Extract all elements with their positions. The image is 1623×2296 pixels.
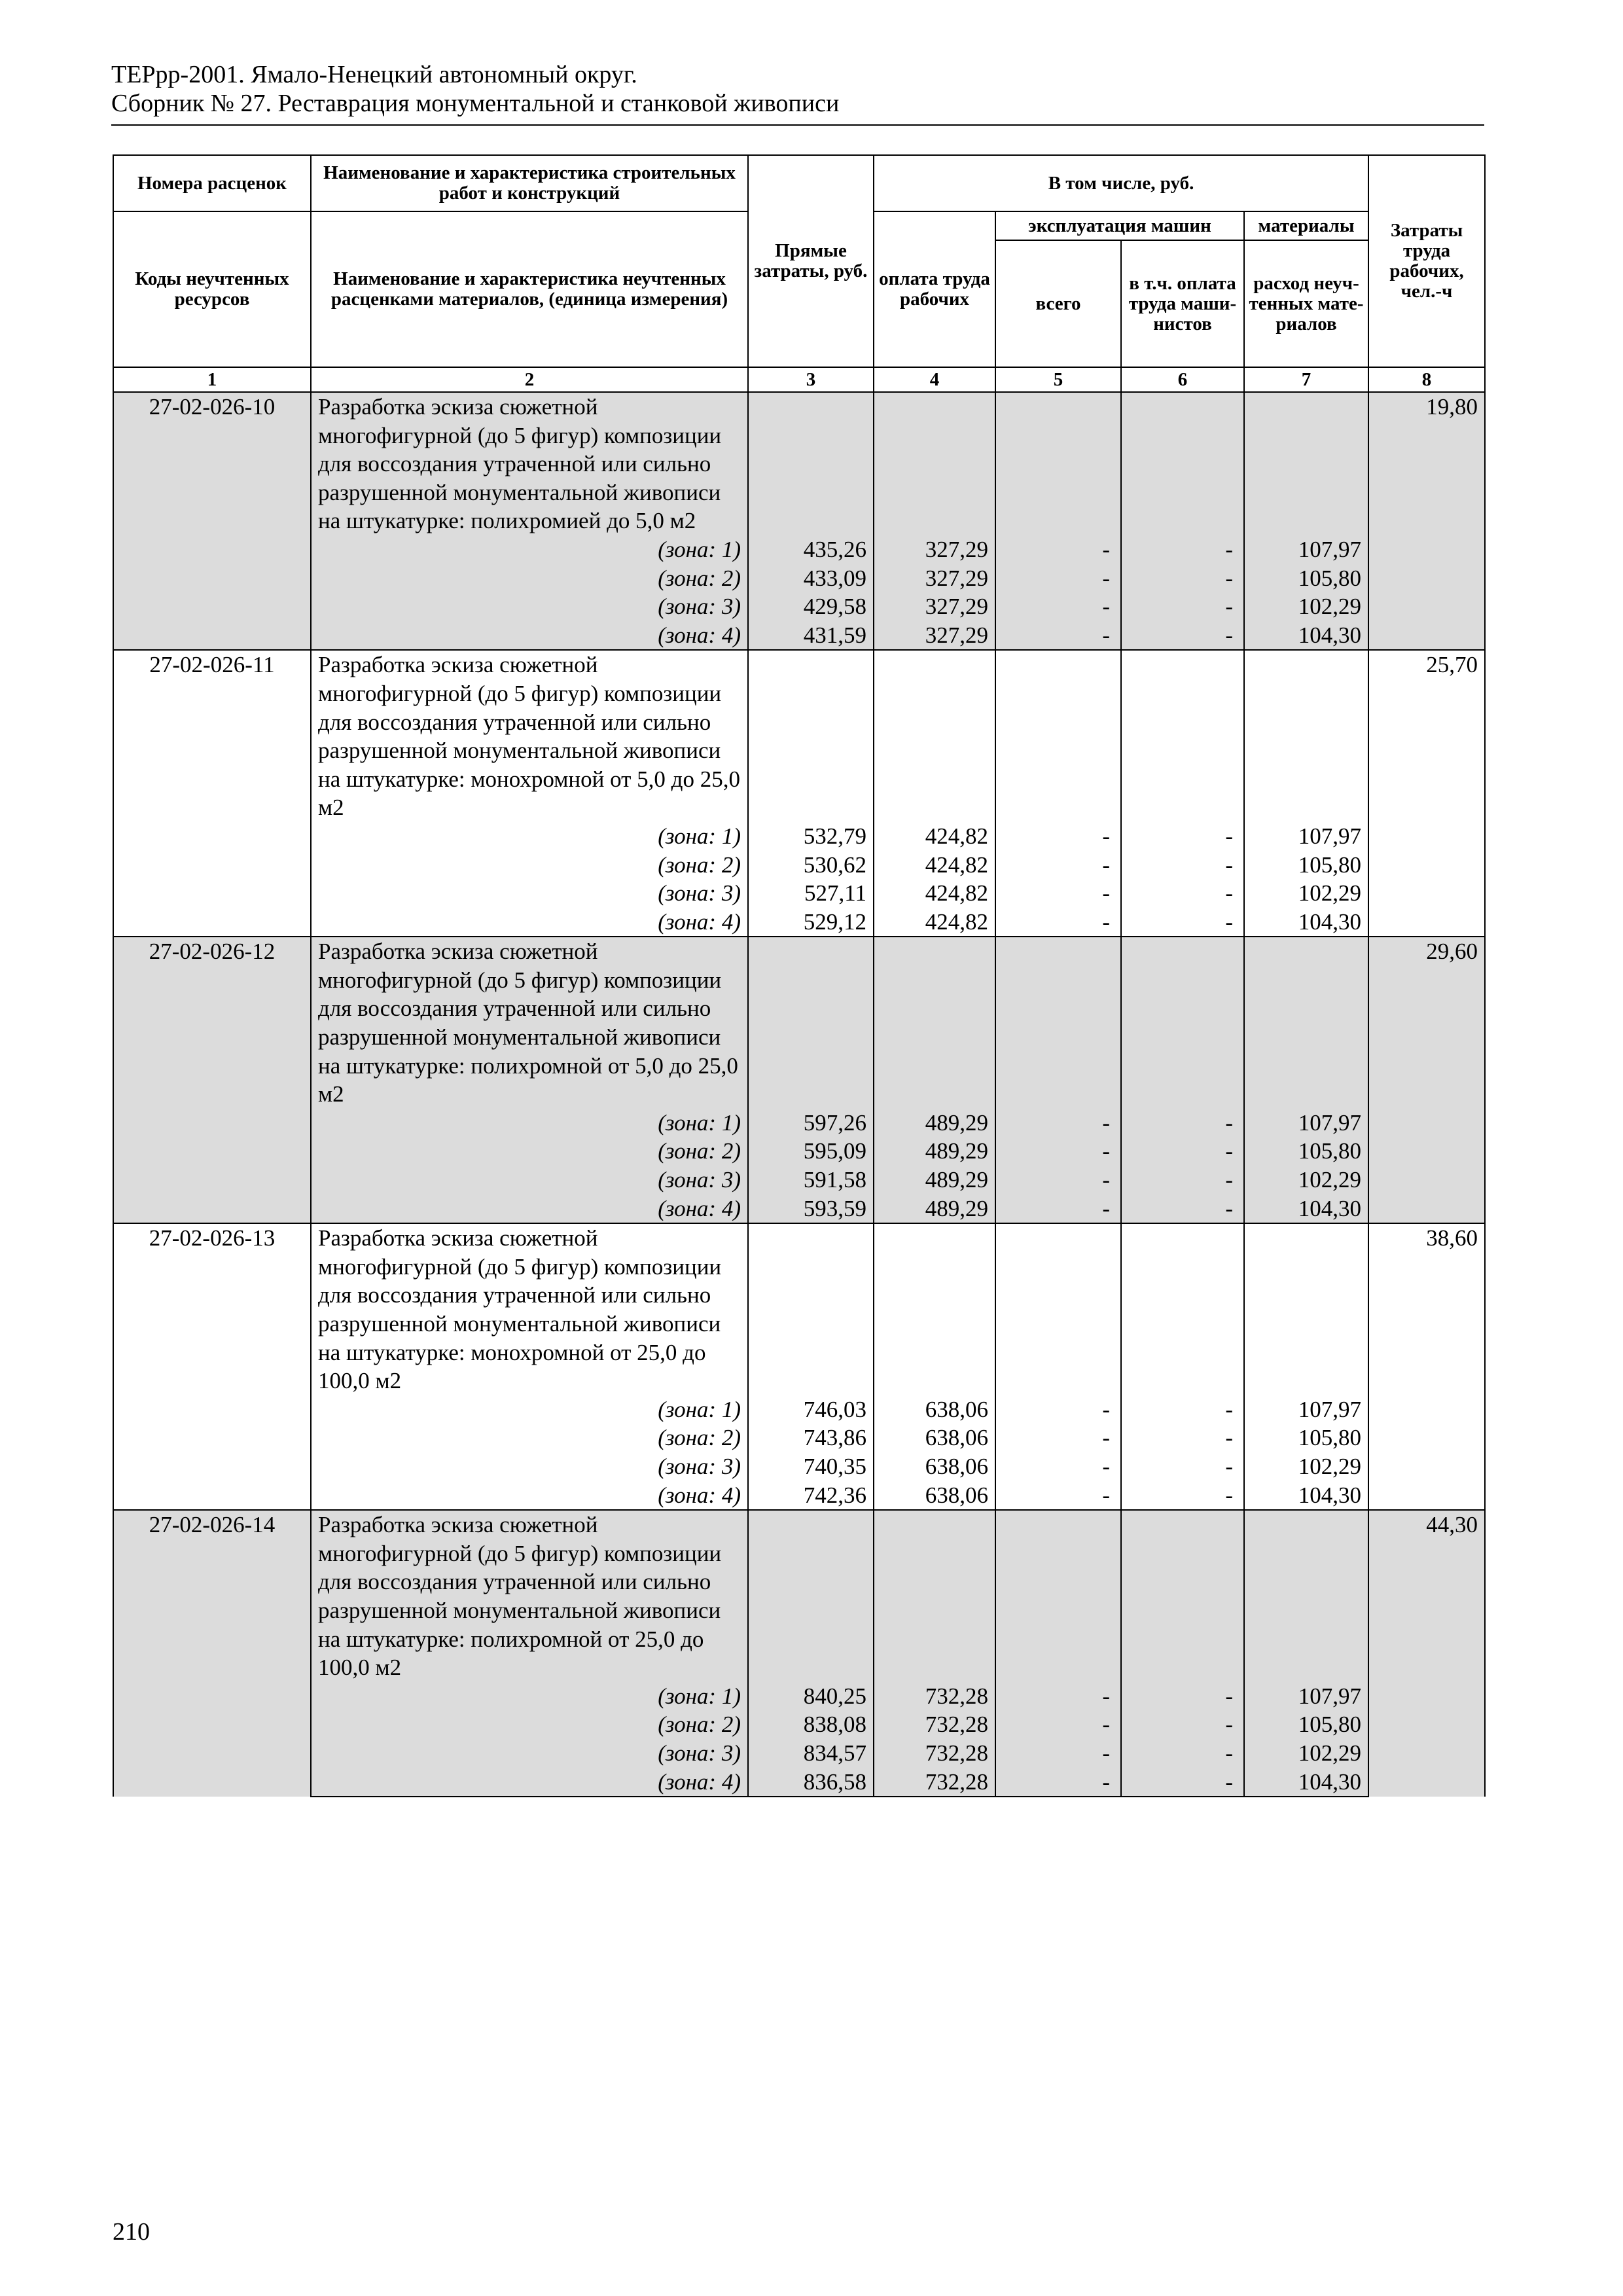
wages: 489,29 <box>874 1194 995 1224</box>
machine-total: - <box>995 1481 1121 1511</box>
table-row <box>113 1395 1485 1424</box>
direct-costs: 529,12 <box>748 908 874 937</box>
work-description: Разработка эскиза сюжетной многофигурной (до 5 фигур) композиции для воссоздания утраченной или сильно разрушенной монументальной живописи на штукатурке: монохромной от 5,0 до 25,0 м2 <box>311 650 748 822</box>
direct-costs: 740,35 <box>748 1452 874 1481</box>
labor-costs: 25,70 <box>1368 650 1485 937</box>
materials: 105,80 <box>1244 851 1368 880</box>
wages: 327,29 <box>874 621 995 651</box>
zone-label: (зона: 1) <box>311 535 748 564</box>
machine-total: - <box>995 1768 1121 1797</box>
machinist-wages: - <box>1121 1166 1244 1194</box>
direct-costs: 838,08 <box>748 1710 874 1739</box>
zone-label: (зона: 1) <box>311 1682 748 1711</box>
materials: 105,80 <box>1244 1710 1368 1739</box>
header-title-line-1: ТЕРрр-2001. Ямало-Ненецкий автономный округ. <box>111 61 637 88</box>
materials: 107,97 <box>1244 822 1368 851</box>
header-labor-costs: Затраты труда рабочих, чел.-ч <box>1368 155 1485 367</box>
table-row <box>113 1424 1485 1452</box>
wages: 732,28 <box>874 1710 995 1739</box>
machinist-wages: - <box>1121 1424 1244 1452</box>
table-row <box>113 851 1485 880</box>
zone-label: (зона: 1) <box>311 822 748 851</box>
materials: 105,80 <box>1244 564 1368 593</box>
rate-code: 27-02-026-14 <box>113 1510 311 1797</box>
materials: 107,97 <box>1244 1682 1368 1711</box>
table-row <box>113 1137 1485 1166</box>
column-number: 4 <box>874 367 995 392</box>
zone-label: (зона: 4) <box>311 621 748 651</box>
column-number: 5 <box>995 367 1121 392</box>
direct-costs: 593,59 <box>748 1194 874 1224</box>
materials: 104,30 <box>1244 1481 1368 1511</box>
machine-total: - <box>995 851 1121 880</box>
header-resource-codes: Коды неучтенных ресурсов <box>113 211 311 367</box>
page-number: 210 <box>113 2218 150 2246</box>
wages: 638,06 <box>874 1481 995 1511</box>
direct-costs: 597,26 <box>748 1109 874 1138</box>
zone-label: (зона: 3) <box>311 1452 748 1481</box>
machinist-wages: - <box>1121 535 1244 564</box>
wages: 638,06 <box>874 1424 995 1452</box>
materials: 102,29 <box>1244 1452 1368 1481</box>
rate-entry <box>113 1510 1485 1797</box>
header-materials: материалы <box>1244 211 1368 240</box>
wages: 638,06 <box>874 1452 995 1481</box>
direct-costs: 532,79 <box>748 822 874 851</box>
table-row <box>113 1481 1485 1511</box>
direct-costs: 595,09 <box>748 1137 874 1166</box>
table-row <box>113 535 1485 564</box>
direct-costs: 429,58 <box>748 592 874 621</box>
table-row <box>113 879 1485 908</box>
rate-entry <box>113 392 1485 650</box>
wages: 489,29 <box>874 1166 995 1194</box>
work-description: Разработка эскиза сюжетной многофигурной (до 5 фигур) композиции для воссоздания утраченной или сильно разрушенной монументальной живописи на штукатурке: полихромной от 25,0 до 100,0 м2 <box>311 1510 748 1682</box>
machine-total: - <box>995 1739 1121 1768</box>
wages: 424,82 <box>874 879 995 908</box>
column-number: 3 <box>748 367 874 392</box>
table-row <box>113 1223 1485 1395</box>
wages: 732,28 <box>874 1739 995 1768</box>
machine-total: - <box>995 879 1121 908</box>
machine-total: - <box>995 1452 1121 1481</box>
machine-total: - <box>995 908 1121 937</box>
zone-label: (зона: 4) <box>311 1194 748 1224</box>
column-number: 2 <box>311 367 748 392</box>
rate-code: 27-02-026-13 <box>113 1223 311 1510</box>
wages: 424,82 <box>874 908 995 937</box>
wages: 732,28 <box>874 1682 995 1711</box>
labor-costs: 19,80 <box>1368 392 1485 650</box>
table-row <box>113 650 1485 822</box>
zone-label: (зона: 4) <box>311 1481 748 1511</box>
header-divider <box>111 124 1484 126</box>
header-unaccounted-name: Наименование и характеристика неучтенных расценками материалов, (единица измерения) <box>311 211 748 367</box>
work-description: Разработка эскиза сюжетной многофигурной (до 5 фигур) композиции для воссоздания утраченной или сильно разрушенной монументальной живописи на штукатурке: полихромией до 5,0 м2 <box>311 392 748 535</box>
rate-entry <box>113 1223 1485 1510</box>
machine-total: - <box>995 1137 1121 1166</box>
table-row <box>113 592 1485 621</box>
table-row <box>113 1452 1485 1481</box>
zone-label: (зона: 4) <box>311 1768 748 1797</box>
materials: 102,29 <box>1244 1739 1368 1768</box>
rate-code: 27-02-026-11 <box>113 650 311 937</box>
materials: 107,97 <box>1244 1395 1368 1424</box>
wages: 489,29 <box>874 1137 995 1166</box>
table-row <box>113 1194 1485 1224</box>
column-numbers-row <box>113 367 1485 392</box>
machinist-wages: - <box>1121 1452 1244 1481</box>
table-row <box>113 908 1485 937</box>
wages: 327,29 <box>874 564 995 593</box>
machinist-wages: - <box>1121 1194 1244 1224</box>
page-header <box>111 60 1486 118</box>
header-machinist-wages: в т.ч. оплата труда маши- нистов <box>1121 240 1244 367</box>
header-including: В том числе, руб. <box>874 155 1368 211</box>
materials: 102,29 <box>1244 1166 1368 1194</box>
zone-label: (зона: 3) <box>311 879 748 908</box>
table-row <box>113 1510 1485 1682</box>
header-unaccounted-consumption: расход неуч- тенных мате- риалов <box>1244 240 1368 367</box>
machine-total: - <box>995 592 1121 621</box>
machinist-wages: - <box>1121 1395 1244 1424</box>
materials: 107,97 <box>1244 1109 1368 1138</box>
zone-label: (зона: 2) <box>311 1137 748 1166</box>
direct-costs: 527,11 <box>748 879 874 908</box>
header-direct-costs: Прямые затраты, руб. <box>748 155 874 367</box>
table-row <box>113 1739 1485 1768</box>
table-row <box>113 1166 1485 1194</box>
wages: 327,29 <box>874 592 995 621</box>
zone-label: (зона: 2) <box>311 851 748 880</box>
table-row <box>113 564 1485 593</box>
machine-total: - <box>995 822 1121 851</box>
wages: 638,06 <box>874 1395 995 1424</box>
wages: 327,29 <box>874 535 995 564</box>
table-row <box>113 937 1485 1109</box>
materials: 102,29 <box>1244 592 1368 621</box>
materials: 102,29 <box>1244 879 1368 908</box>
column-number: 6 <box>1121 367 1244 392</box>
materials: 104,30 <box>1244 1768 1368 1797</box>
column-number: 7 <box>1244 367 1368 392</box>
work-description: Разработка эскиза сюжетной многофигурной (до 5 фигур) композиции для воссоздания утраченной или сильно разрушенной монументальной живописи на штукатурке: полихромной от 5,0 до 25,0 м2 <box>311 937 748 1109</box>
machinist-wages: - <box>1121 1137 1244 1166</box>
materials: 105,80 <box>1244 1137 1368 1166</box>
table-header <box>113 155 1485 392</box>
machine-total: - <box>995 1109 1121 1138</box>
machine-total: - <box>995 1395 1121 1424</box>
zone-label: (зона: 3) <box>311 592 748 621</box>
wages: 424,82 <box>874 822 995 851</box>
zone-label: (зона: 1) <box>311 1109 748 1138</box>
direct-costs: 435,26 <box>748 535 874 564</box>
direct-costs: 530,62 <box>748 851 874 880</box>
direct-costs: 431,59 <box>748 621 874 651</box>
machine-total: - <box>995 1194 1121 1224</box>
header-title-line-2: Сборник № 27. Реставрация монументальной и станковой живописи <box>111 90 840 117</box>
rate-code: 27-02-026-10 <box>113 392 311 650</box>
machine-total: - <box>995 1682 1121 1711</box>
zone-label: (зона: 2) <box>311 1710 748 1739</box>
header-machine-operation: эксплуатация машин <box>995 211 1244 240</box>
materials: 104,30 <box>1244 1194 1368 1224</box>
column-number: 8 <box>1368 367 1485 392</box>
direct-costs: 742,36 <box>748 1481 874 1511</box>
zone-label: (зона: 4) <box>311 908 748 937</box>
zone-label: (зона: 3) <box>311 1166 748 1194</box>
rate-code: 27-02-026-12 <box>113 937 311 1223</box>
work-description: Разработка эскиза сюжетной многофигурной (до 5 фигур) композиции для воссоздания утраченной или сильно разрушенной монументальной живописи на штукатурке: монохромной от 25,0 до 100,0 м2 <box>311 1223 748 1395</box>
direct-costs: 834,57 <box>748 1739 874 1768</box>
table-row <box>113 1109 1485 1138</box>
machinist-wages: - <box>1121 908 1244 937</box>
machinist-wages: - <box>1121 851 1244 880</box>
rate-entry <box>113 937 1485 1223</box>
header-wages: оплата труда рабочих <box>874 211 995 367</box>
direct-costs: 743,86 <box>748 1424 874 1452</box>
header-work-name: Наименование и характеристика строительных работ и конструкций <box>311 155 748 211</box>
table-row <box>113 1710 1485 1739</box>
direct-costs: 840,25 <box>748 1682 874 1711</box>
machine-total: - <box>995 535 1121 564</box>
machinist-wages: - <box>1121 1481 1244 1511</box>
machine-total: - <box>995 564 1121 593</box>
labor-costs: 38,60 <box>1368 1223 1485 1510</box>
machinist-wages: - <box>1121 1682 1244 1711</box>
header-rate-numbers: Номера расценок <box>113 155 311 211</box>
direct-costs: 836,58 <box>748 1768 874 1797</box>
machinist-wages: - <box>1121 1739 1244 1768</box>
rate-entry <box>113 650 1485 937</box>
machinist-wages: - <box>1121 564 1244 593</box>
machine-total: - <box>995 1166 1121 1194</box>
wages: 424,82 <box>874 851 995 880</box>
wages: 732,28 <box>874 1768 995 1797</box>
wages: 489,29 <box>874 1109 995 1138</box>
machinist-wages: - <box>1121 1109 1244 1138</box>
header-machine-total: всего <box>995 240 1121 367</box>
direct-costs: 591,58 <box>748 1166 874 1194</box>
direct-costs: 746,03 <box>748 1395 874 1424</box>
machine-total: - <box>995 1710 1121 1739</box>
materials: 107,97 <box>1244 535 1368 564</box>
machinist-wages: - <box>1121 1768 1244 1797</box>
table-row <box>113 392 1485 535</box>
rates-table <box>113 154 1486 1797</box>
table-row <box>113 822 1485 851</box>
zone-label: (зона: 1) <box>311 1395 748 1424</box>
materials: 105,80 <box>1244 1424 1368 1452</box>
table-row <box>113 1768 1485 1797</box>
machinist-wages: - <box>1121 592 1244 621</box>
machinist-wages: - <box>1121 1710 1244 1739</box>
column-number: 1 <box>113 367 311 392</box>
machine-total: - <box>995 621 1121 651</box>
materials: 104,30 <box>1244 908 1368 937</box>
direct-costs: 433,09 <box>748 564 874 593</box>
machinist-wages: - <box>1121 621 1244 651</box>
machine-total: - <box>995 1424 1121 1452</box>
machinist-wages: - <box>1121 822 1244 851</box>
machinist-wages: - <box>1121 879 1244 908</box>
labor-costs: 29,60 <box>1368 937 1485 1223</box>
zone-label: (зона: 2) <box>311 1424 748 1452</box>
labor-costs: 44,30 <box>1368 1510 1485 1797</box>
materials: 104,30 <box>1244 621 1368 651</box>
table-row <box>113 621 1485 651</box>
zone-label: (зона: 3) <box>311 1739 748 1768</box>
zone-label: (зона: 2) <box>311 564 748 593</box>
table-row <box>113 1682 1485 1711</box>
